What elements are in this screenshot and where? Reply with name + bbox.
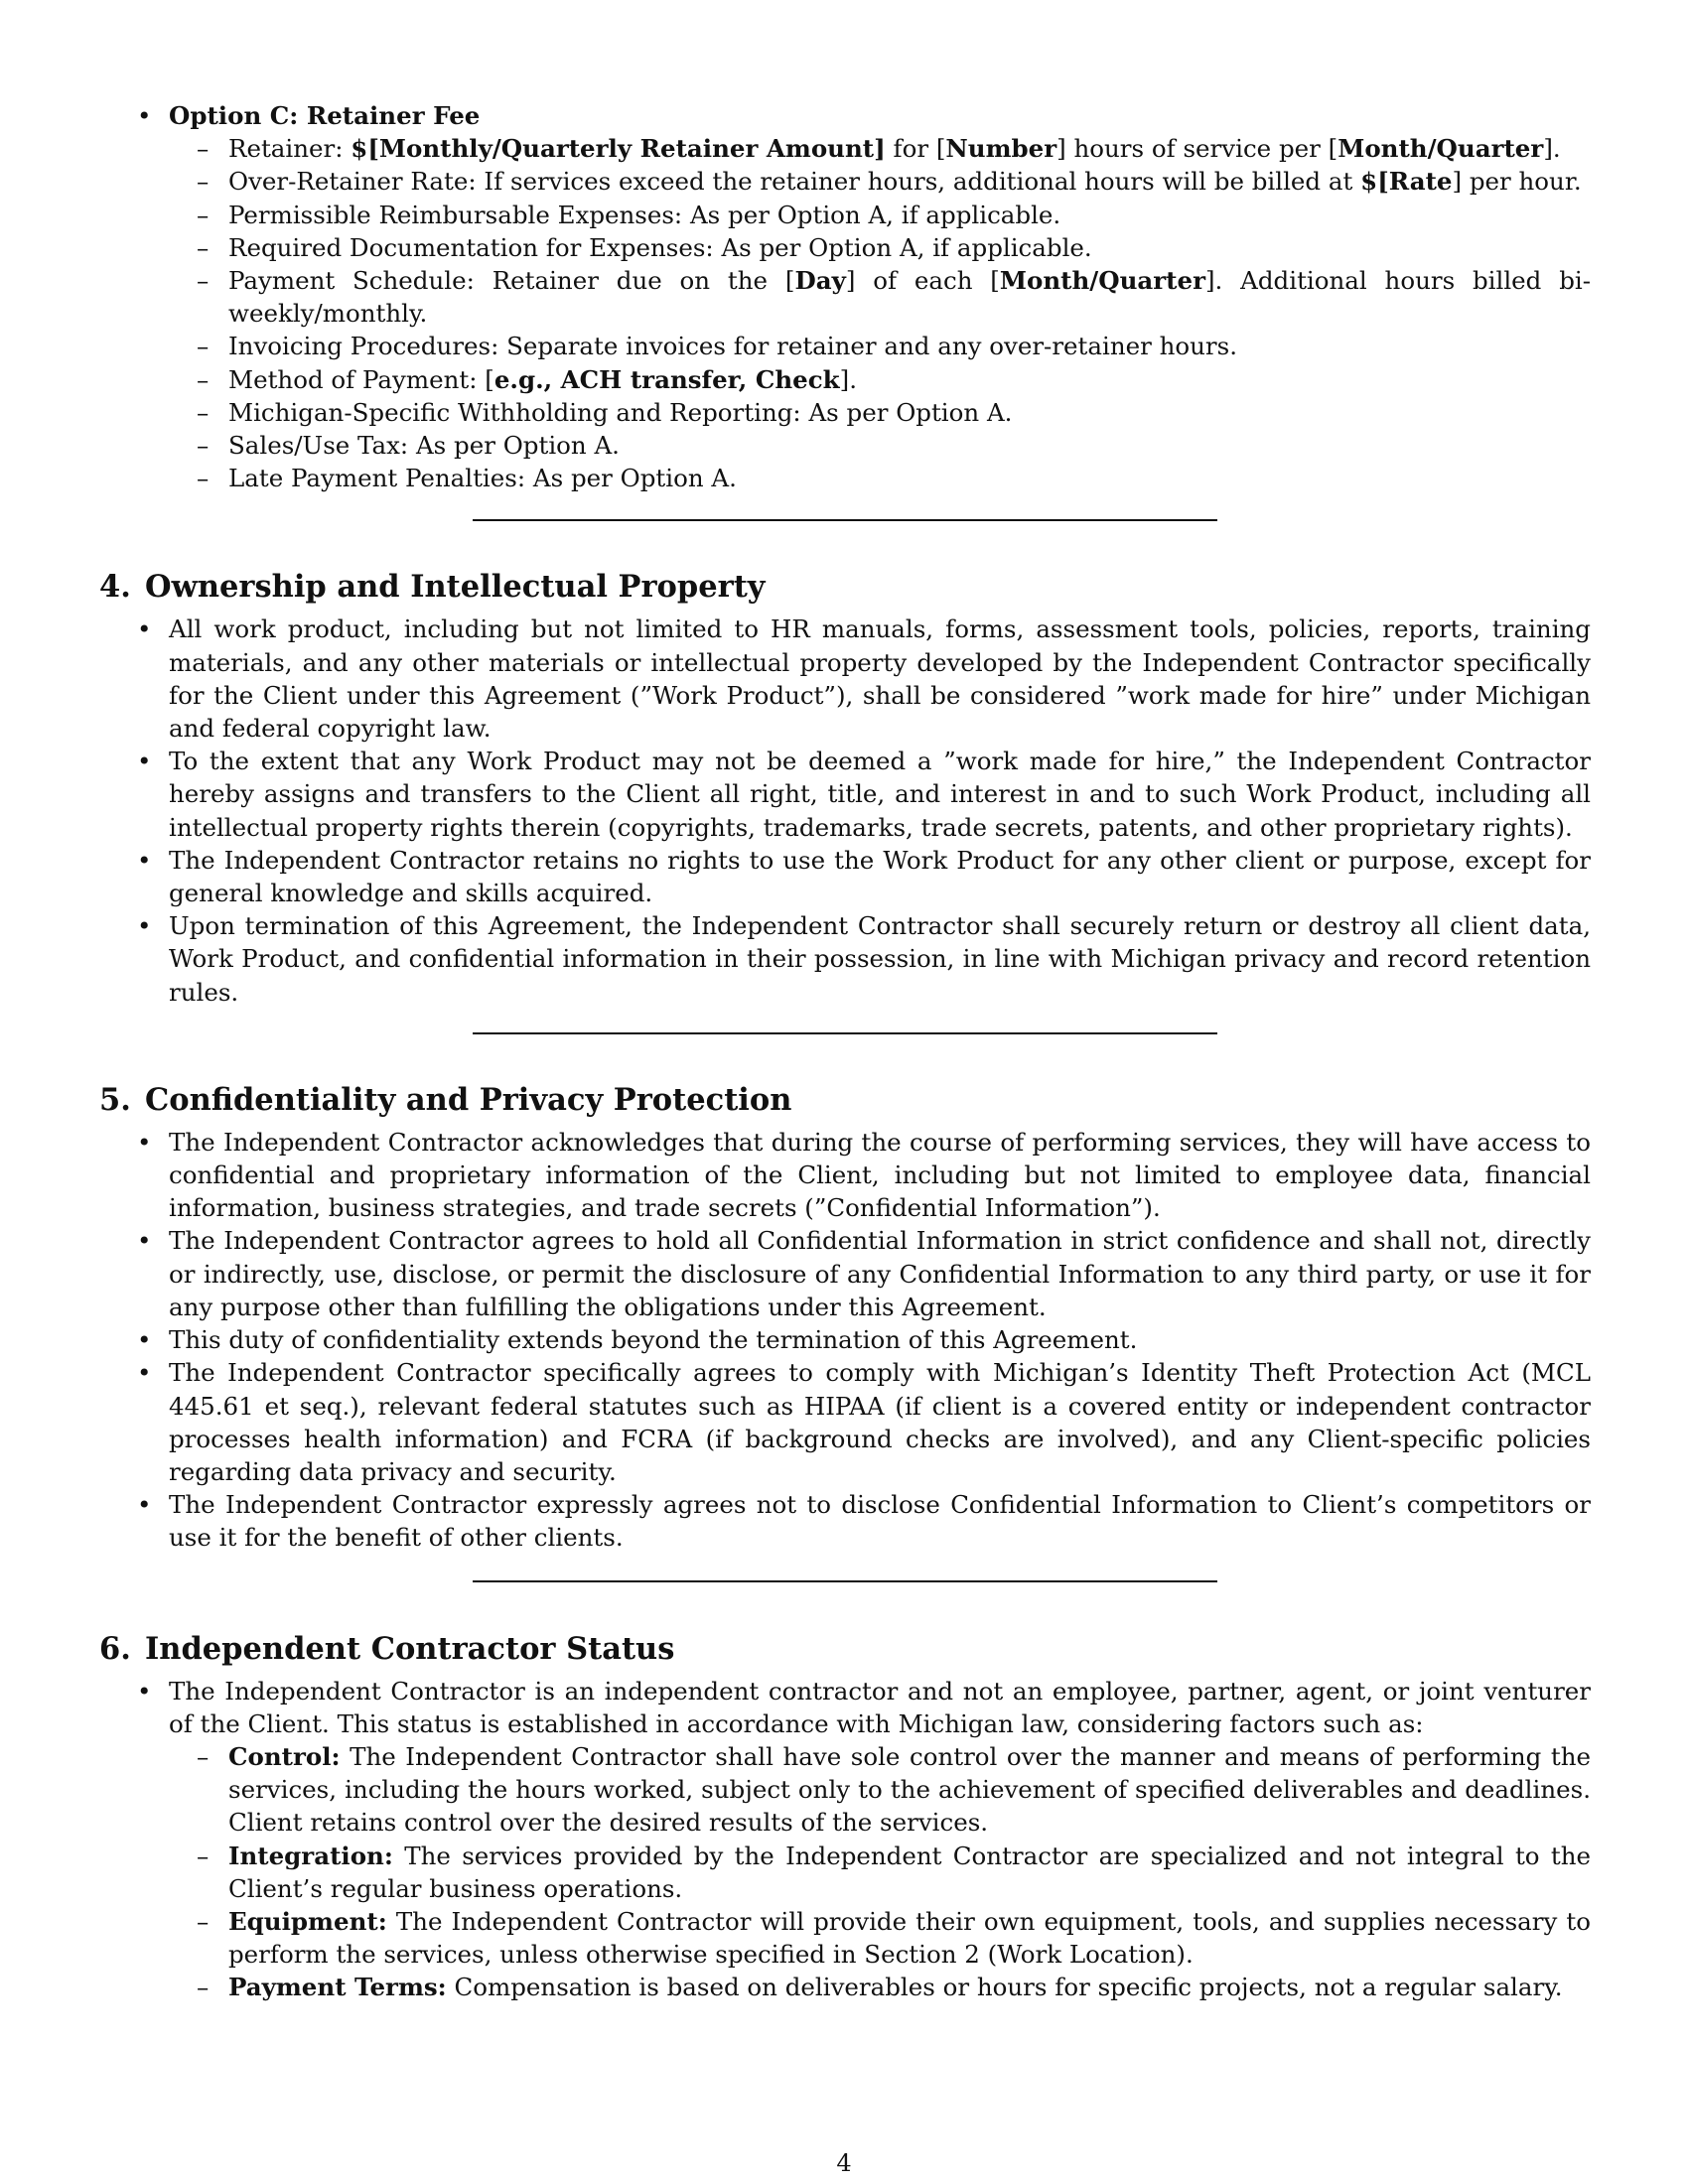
factor-control	[169, 1740, 1591, 1840]
retainer-period: Month/Quarter	[1337, 134, 1544, 164]
retainer-label: Retainer:	[228, 134, 352, 164]
over-retainer-rate-prefix: $[	[1360, 167, 1389, 197]
section-divider	[473, 519, 1217, 521]
over-retainer-text: Over-Retainer Rate: If services exceed the retainer hours, additional hours will be billed at	[228, 167, 1361, 197]
list-item: • All work product, including but not limited to HR manuals, forms, assessment tools, policies, reports, training materials, and any other materials or intellectual property developed by the Independent Contractor specifically for the Client under this Agreement (”Work Product”), shall be considered ”work made for hire” under Michigan and federal copyright law.	[99, 613, 1591, 745]
late-item: – Late Payment Penalties: As per Option A.	[169, 462, 1591, 494]
section-4-title: Ownership and Intellectual Property	[145, 569, 766, 606]
section-5-heading	[99, 1080, 1591, 1120]
section-6-list	[99, 1675, 1591, 2004]
list-item: • This duty of confidentiality extends beyond the termination of this Agreement.	[99, 1323, 1591, 1356]
method-value: e.g., ACH transfer, Check	[493, 364, 840, 394]
list-item: • To the extent that any Work Product may not be deemed a ”work made for hire,” the Independent Contractor hereby assigns and transfers to the Client all right, title, and interest in and to such Work Product, including all intellectual property rights therein (copyrights, trademarks, trade secrets, patents, and other proprietary rights).	[99, 745, 1591, 844]
retainer-end: ].	[1543, 134, 1561, 164]
section-5-list	[99, 1126, 1591, 1555]
schedule-label: Payment Schedule: Retainer due on the [	[228, 266, 795, 296]
list-item: • Upon termination of this Agreement, the Independent Contractor shall securely return or destroy all client data, Work Product, and confidential information in their possession, in line with Michigan privacy and record retention rules.	[99, 909, 1591, 1009]
factor-list	[169, 1740, 1591, 2004]
over-retainer-rate: Rate	[1388, 167, 1453, 197]
list-item: • The Independent Contractor retains no rights to use the Work Product for any other client or purpose, except for general knowledge and skills acquired.	[99, 844, 1591, 909]
section-6-intro: The Independent Contractor is an independent contractor and not an employee, partner, agent, or joint venturer of the Client. This status is established in accordance with Michigan law, considering factors such as:	[169, 1676, 1591, 1738]
retainer-item	[169, 132, 1591, 165]
option-c-details	[169, 132, 1591, 494]
section-5-title: Confidentiality and Privacy Protection	[145, 1081, 792, 1118]
factor-label: Control:	[228, 1741, 341, 1771]
schedule-item	[169, 264, 1591, 330]
factor-text: Compensation is based on deliverables or hours for specific projects, not a regular salary.	[446, 1973, 1563, 2002]
option-c-list	[99, 99, 1591, 494]
section-5-number: 5.	[99, 1081, 131, 1118]
sales-tax-item: – Sales/Use Tax: As per Option A.	[169, 429, 1591, 462]
option-c-heading: Option C: Retainer Fee	[169, 101, 481, 130]
list-item: • The Independent Contractor agrees to hold all Confidential Information in strict confidence and shall not, directly or indirectly, use, disclose, or permit the disclosure of any Confidential Information to any third party, or use it for any purpose other than fulfilling the obligations under this Agreement.	[99, 1224, 1591, 1323]
section-6-number: 6.	[99, 1630, 131, 1667]
section-6-title: Independent Contractor Status	[145, 1630, 675, 1667]
list-item: • The Independent Contractor specifically agrees to comply with Michigan’s Identity Theft Protection Act (MCL 445.61 et seq.), relevant federal statutes such as HIPAA (if client is a covered entity or independent contractor processes health information) and FCRA (if background checks are involved), and any Client-specific policies regarding data privacy and security.	[99, 1356, 1591, 1488]
factor-payment-terms	[169, 1971, 1591, 2003]
documentation-item: – Required Documentation for Expenses: As per Option A, if applicable.	[169, 231, 1591, 264]
factor-label: Payment Terms:	[228, 1973, 447, 2002]
list-item	[99, 1675, 1591, 2004]
page-content	[99, 99, 1591, 2004]
schedule-end: ]. Additional hours billed bi-weekly/monthly.	[228, 266, 1591, 329]
retainer-amount: $[Monthly/Quarterly Retainer Amount]	[351, 134, 886, 164]
factor-label: Integration:	[228, 1841, 393, 1870]
factor-integration	[169, 1840, 1591, 1905]
factor-text: The Independent Contractor will provide their own equipment, tools, and supplies necessary to perform the services, unless otherwise specified in Section 2 (Work Location).	[228, 1906, 1591, 1970]
retainer-number: Number	[945, 134, 1057, 164]
section-divider	[473, 1032, 1217, 1034]
over-retainer-end: ] per hour.	[1452, 167, 1582, 197]
factor-label: Equipment:	[228, 1906, 387, 1936]
schedule-of-each: ] of each [	[845, 266, 1000, 296]
section-4-heading	[99, 567, 1591, 607]
list-item: • The Independent Contractor acknowledges that during the course of performing services, they will have access to confidential and proprietary information of the Client, including but not limited to employee data, financial information, business strategies, and trade secrets (”Confidential Information”).	[99, 1126, 1591, 1225]
section-4-number: 4.	[99, 569, 131, 606]
section-divider	[473, 1580, 1217, 1582]
retainer-hours: ] hours of service per [	[1056, 134, 1338, 164]
page-number: 4	[836, 2149, 852, 2177]
section-4-list	[99, 613, 1591, 1008]
retainer-for: for [	[885, 134, 946, 164]
section-6-heading	[99, 1629, 1591, 1669]
method-label: Method of Payment: [	[228, 364, 494, 394]
invoicing-item: – Invoicing Procedures: Separate invoices for retainer and any over-retainer hours.	[169, 330, 1591, 362]
method-item	[169, 363, 1591, 396]
factor-equipment	[169, 1905, 1591, 1971]
option-c-item	[99, 99, 1591, 494]
schedule-period: Month/Quarter	[999, 266, 1205, 296]
factor-text: The Independent Contractor shall have sole control over the manner and means of performing the services, including the hours worked, subject only to the achievement of specified deliverables and deadlines. Client retains control over the desired results of the services.	[228, 1741, 1591, 1838]
factor-text: The services provided by the Independent Contractor are specialized and not integral to the Client’s regular business operations.	[228, 1841, 1591, 1903]
over-retainer-item	[169, 165, 1591, 198]
schedule-day: Day	[794, 266, 846, 296]
list-item: • The Independent Contractor expressly agrees not to disclose Confidential Information to Client’s competitors or use it for the benefit of other clients.	[99, 1488, 1591, 1554]
reimbursable-item: – Permissible Reimbursable Expenses: As per Option A, if applicable.	[169, 199, 1591, 231]
method-end: ].	[839, 364, 858, 394]
michigan-item: – Michigan-Specific Withholding and Reporting: As per Option A.	[169, 396, 1591, 429]
